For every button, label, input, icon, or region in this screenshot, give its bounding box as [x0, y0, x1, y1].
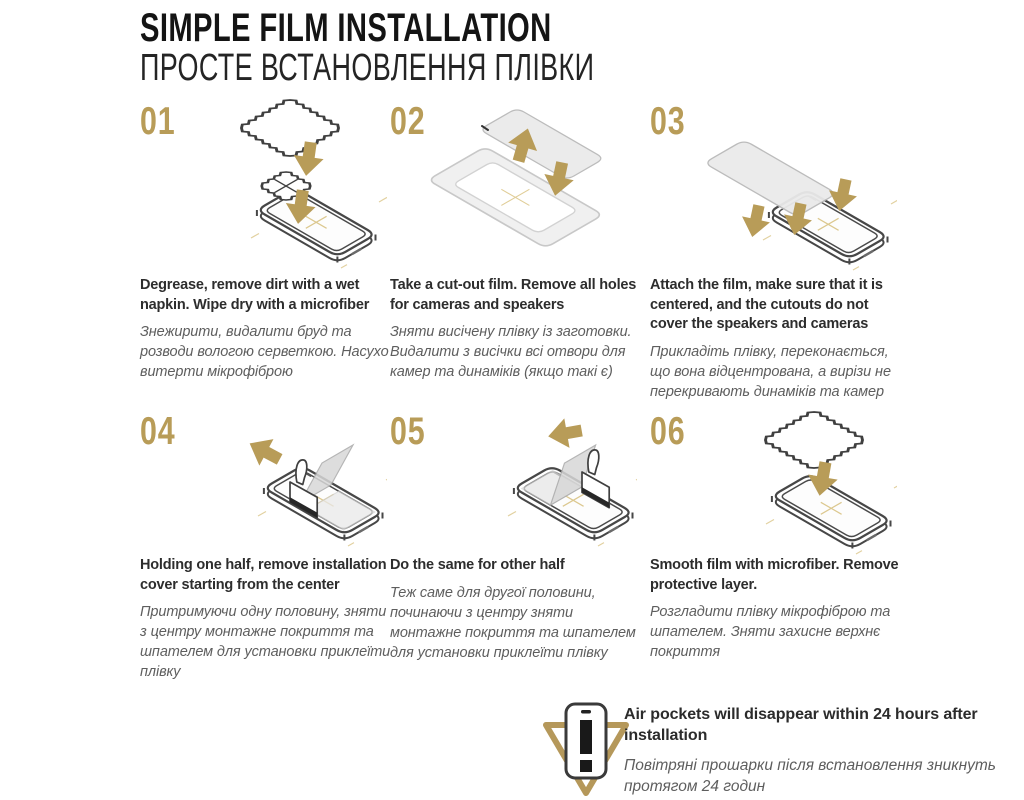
- step-text-en: Take a cut-out film. Remove all holes for cameras and speakers: [390, 277, 637, 313]
- step-04-number: 04: [140, 410, 176, 453]
- arrow-left-icon: [546, 416, 585, 451]
- step-02-text: [390, 276, 646, 382]
- step-02-number: 02: [390, 100, 426, 143]
- step-06-number: 06: [650, 410, 686, 453]
- page-title: SIMPLE FILM INSTALLATION: [140, 6, 552, 50]
- step-text-en: Smooth film with microfiber. Remove protective layer.: [650, 557, 899, 593]
- notice-text-ua: Повітряні прошарки після встановлення зникнуть протягом 24 годин: [624, 756, 996, 796]
- arrow-down-icon: [738, 202, 773, 240]
- page-subtitle: ПРОСТЕ ВСТАНОВЛЕННЯ ПЛІВКИ: [140, 47, 595, 89]
- arrow-up-icon: [504, 124, 542, 165]
- arrow-down-icon: [825, 176, 860, 214]
- step-05-text: [390, 556, 646, 663]
- squeegee-icon: [290, 460, 317, 518]
- warning-triangle-phone-exclamation-icon: [540, 698, 632, 798]
- step-text-en: Holding one half, remove installation cover starting from the center: [140, 557, 387, 593]
- notice-text: [624, 704, 1006, 798]
- step-06-text: [650, 556, 906, 662]
- film-centered-over-phone-icon: [672, 98, 897, 278]
- header: [140, 8, 780, 88]
- film-lifted-from-cutout-sheet-icon: [412, 98, 637, 278]
- notice-text-en: Air pockets will disappear within 24 hours after installation: [624, 706, 978, 745]
- microfiber-smoothing-phone-icon: [672, 408, 897, 558]
- step-04-text: [140, 556, 396, 682]
- squeegee-remove-cover-first-half-icon: [162, 408, 387, 558]
- step-text-ua: Прикладіть плівку, переконається, що вона відцентрована, а вирізи не перекривають динаміків та камер: [650, 344, 891, 401]
- step-text-ua: Притримуючи одну половину, зняти з центру монтажне покриття та шпателем для установки приклеїти плівку: [140, 604, 391, 681]
- arrow-up-left-icon: [243, 430, 287, 472]
- step-text-ua: Розгладити плівку мікрофіброю та шпателем. Зняти захисне верхнє покриття: [650, 604, 891, 661]
- step-05-number: 05: [390, 410, 426, 453]
- step-text-ua: Знежирити, видалити бруд та розводи вологою серветкою. Насухо витерти мікрофіброю: [140, 324, 389, 381]
- step-01-text: [140, 276, 396, 382]
- step-text-ua: Зняти висічену плівку із заготовки. Видалити з висічки всі отвори для камер та динаміків (якщо такі є): [390, 324, 632, 381]
- arrow-down-icon: [540, 159, 576, 198]
- step-01-number: 01: [140, 100, 176, 143]
- squeegee-icon: [582, 450, 609, 508]
- step-text-en: Attach the film, make sure that it is centered, and the cutouts do not cover the speakers and cameras: [650, 277, 883, 333]
- napkins-cleaning-phone-icon: [162, 98, 387, 278]
- step-text-en: Degrease, remove dirt with a wet napkin. Wipe dry with a microfiber: [140, 277, 370, 313]
- step-03-number: 03: [650, 100, 686, 143]
- arrow-down-icon: [291, 140, 325, 178]
- arrow-down-icon: [283, 188, 317, 226]
- step-text-ua: Теж саме для другої половини, починаючи з центру зняти монтажне покриття та шпателем для установки приклеїти плівку: [390, 584, 636, 661]
- step-text-en: Do the same for other half: [390, 557, 565, 573]
- arrow-down-icon: [805, 460, 840, 499]
- step-03-text: [650, 276, 906, 402]
- squeegee-remove-cover-second-half-icon: [412, 408, 637, 558]
- arrow-down-icon: [780, 200, 815, 238]
